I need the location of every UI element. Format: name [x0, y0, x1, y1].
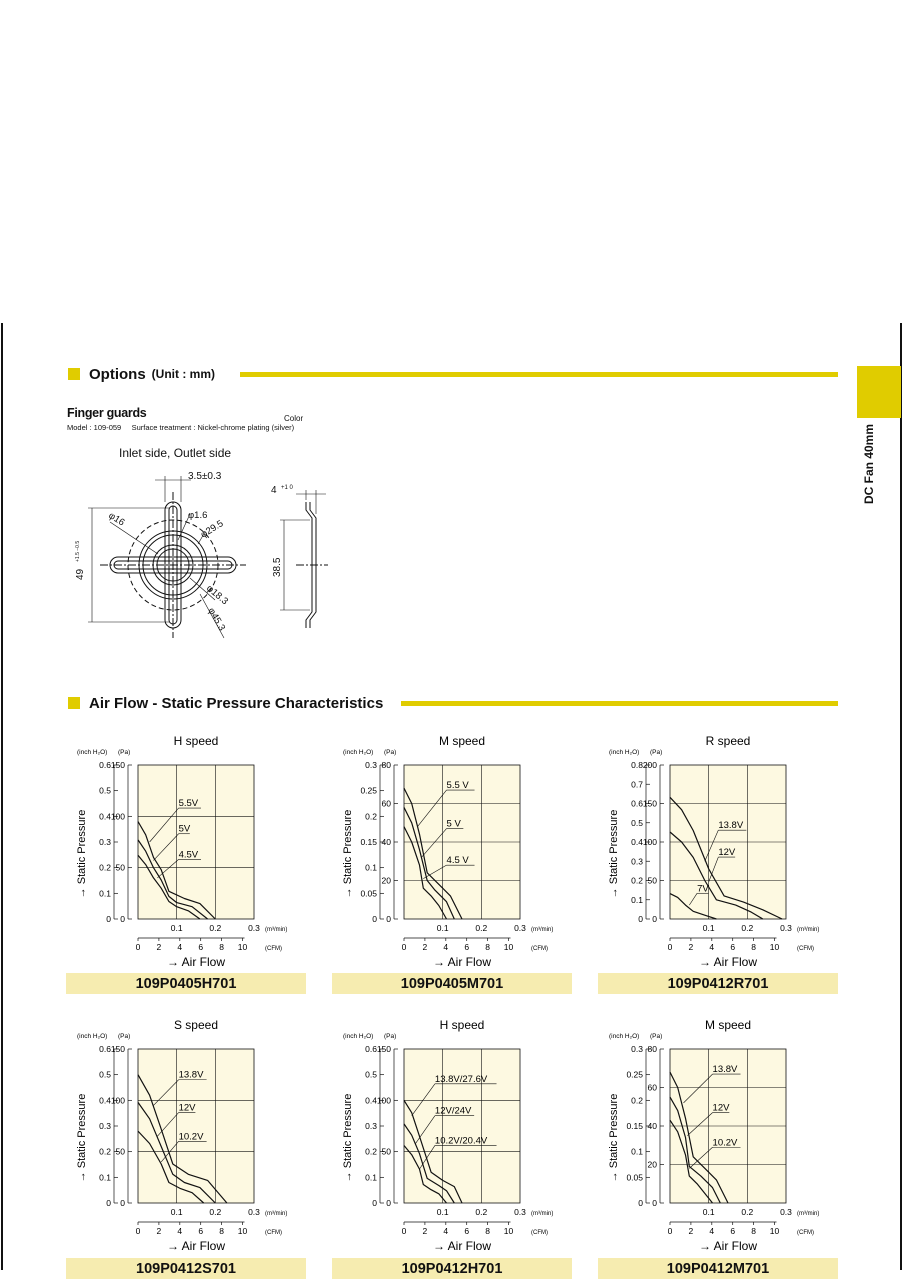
- model-label-405m: 109P0405M701: [332, 973, 572, 994]
- cfm-unit-label: (CFM): [531, 946, 548, 952]
- cfm-tick-label: 8: [751, 1226, 756, 1236]
- cfm-tick-label: 10: [769, 1226, 780, 1236]
- pa-tick-label: 100: [376, 1095, 391, 1106]
- dim-depth: 4: [271, 485, 277, 496]
- chart-r-speed-412: [598, 734, 838, 969]
- inch-tick-label: 0.4: [99, 1095, 111, 1106]
- inch-unit-label: (inch H₂O): [77, 1033, 108, 1040]
- x-tick-label: 0.2: [209, 1207, 222, 1217]
- x-tick-label: 0.1: [436, 923, 449, 933]
- airflow-title: Air Flow - Static Pressure Characteristics: [89, 694, 384, 712]
- inch-tick-label: 0.2: [365, 1146, 377, 1157]
- inch-tick-label: 0.4: [631, 837, 643, 847]
- side-tab: [857, 366, 901, 418]
- pa-tick-label: 20: [381, 875, 391, 886]
- x-axis-label: → Air Flow: [432, 955, 492, 969]
- m3-unit-label: (m³/min): [531, 1211, 554, 1217]
- pa-unit-label: (Pa): [384, 1033, 397, 1040]
- model-label-412s: 109P0412S701: [66, 1258, 306, 1279]
- x-tick-label: 0.1: [702, 1207, 715, 1217]
- guard-front-view: [88, 476, 246, 638]
- dim-h49: 49: [75, 568, 86, 580]
- options-title: Options: [89, 365, 146, 383]
- cfm-tick-label: 10: [769, 942, 780, 952]
- square-bullet-icon: [68, 368, 80, 380]
- inch-unit-label: (inch H₂O): [343, 1033, 374, 1040]
- cfm-tick-label: 4: [709, 1226, 715, 1236]
- guard-side-view: [280, 490, 328, 628]
- series-label: 13.8V/27.6V: [434, 1073, 488, 1085]
- inch-tick-label: 0: [372, 1198, 377, 1208]
- inch-unit-label: (inch H₂O): [343, 749, 374, 756]
- x-tick-label: 0.2: [475, 1207, 488, 1217]
- x-tick-label: 0.1: [170, 1207, 183, 1217]
- pa-tick-label: 0: [652, 914, 657, 924]
- x-tick-label: 0.3: [514, 1207, 526, 1217]
- series-label: 13.8V: [712, 1064, 738, 1076]
- pa-tick-label: 150: [110, 760, 125, 770]
- dim-d1-6: φ1.6: [188, 510, 208, 521]
- y-axis-label: → Static Pressure: [342, 809, 354, 899]
- options-header: [68, 365, 215, 383]
- pa-tick-label: 100: [110, 811, 125, 822]
- cfm-tick-label: 6: [198, 1226, 204, 1236]
- series-label: 10.2V: [712, 1137, 738, 1149]
- series-label: 12V: [718, 847, 736, 859]
- cfm-tick-label: 6: [464, 1226, 470, 1236]
- pa-unit-label: (Pa): [118, 1033, 131, 1040]
- x-axis-label: → Air Flow: [698, 1239, 758, 1253]
- pa-tick-label: 200: [642, 760, 657, 770]
- square-bullet-icon: [68, 697, 80, 709]
- cfm-tick-label: 4: [443, 1226, 449, 1236]
- chart-title: M speed: [438, 734, 486, 748]
- dim-width-tol: 3.5±0.3: [188, 471, 222, 482]
- pa-tick-label: 50: [647, 875, 657, 886]
- x-axis-label: → Air Flow: [166, 1239, 226, 1253]
- cfm-tick-label: 2: [156, 1226, 162, 1236]
- series-label: 10.2V: [178, 1131, 204, 1143]
- chart-title: S speed: [173, 1018, 219, 1032]
- cfm-unit-label: (CFM): [265, 1230, 282, 1236]
- cfm-tick-label: 2: [688, 1226, 694, 1236]
- cfm-unit-label: (CFM): [797, 946, 814, 952]
- side-tab-label: DC Fan 40mm: [862, 424, 876, 505]
- series-label: 5 V: [446, 818, 461, 830]
- dim-d29-5: φ29.5: [198, 518, 226, 541]
- inch-tick-label: 0.2: [99, 862, 111, 873]
- finger-guard-drawing: [70, 462, 340, 657]
- series-label: 12V: [178, 1102, 196, 1114]
- cfm-tick-label: 4: [177, 1226, 183, 1236]
- inch-unit-label: (inch H₂O): [77, 749, 108, 756]
- inch-tick-label: 0.1: [365, 1172, 377, 1183]
- inch-tick-label: 0.6: [365, 1044, 377, 1054]
- x-axis-label: → Air Flow: [698, 955, 758, 969]
- chart-title: H speed: [173, 734, 219, 748]
- dim-d16: φ16: [106, 510, 127, 529]
- series-label: 5.5V: [178, 798, 199, 810]
- finger-guards-subtitle: Inlet side, Outlet side: [119, 446, 232, 460]
- inch-tick-label: 0.1: [631, 894, 643, 905]
- y-axis-label: → Static Pressure: [76, 1093, 88, 1183]
- inch-tick-label: 0.1: [631, 1146, 643, 1157]
- pa-tick-label: 40: [381, 837, 391, 847]
- color-label: Color: [284, 414, 304, 423]
- x-tick-label: 0.3: [514, 923, 526, 933]
- inch-tick-label: 0.1: [99, 888, 111, 899]
- model-label: Model : 109-059: [67, 423, 122, 432]
- series-label: 13.8V: [718, 820, 744, 832]
- cfm-tick-label: 10: [503, 1226, 514, 1236]
- series-label: 13.8V: [178, 1069, 204, 1081]
- cfm-tick-label: 4: [177, 942, 183, 952]
- pa-tick-label: 20: [647, 1159, 657, 1170]
- inch-tick-label: 0.05: [360, 888, 377, 899]
- airflow-header: [68, 694, 383, 712]
- inch-tick-label: 0.4: [365, 1095, 377, 1106]
- inch-tick-label: 0.3: [631, 856, 643, 867]
- cfm-tick-label: 8: [751, 942, 756, 952]
- pa-tick-label: 0: [120, 1198, 125, 1208]
- inch-tick-label: 0.5: [99, 1069, 111, 1080]
- inch-tick-label: 0.2: [365, 811, 377, 822]
- inch-tick-label: 0.3: [365, 1121, 377, 1131]
- inch-tick-label: 0: [106, 914, 111, 924]
- x-tick-label: 0.2: [475, 923, 488, 933]
- pa-tick-label: 60: [647, 1082, 657, 1093]
- cfm-tick-label: 8: [219, 942, 224, 952]
- y-axis-label: → Static Pressure: [342, 1093, 354, 1183]
- pa-tick-label: 150: [110, 1044, 125, 1054]
- cfm-tick-label: 0: [135, 942, 141, 952]
- x-tick-label: 0.1: [702, 923, 715, 933]
- cfm-tick-label: 4: [709, 942, 715, 952]
- cfm-tick-label: 6: [730, 1226, 736, 1236]
- inch-tick-label: 0.1: [365, 862, 377, 873]
- pa-tick-label: 40: [647, 1121, 657, 1131]
- cfm-tick-label: 6: [464, 942, 470, 952]
- dim-h38-5: 38.5: [272, 557, 283, 577]
- inch-tick-label: 0.1: [99, 1172, 111, 1183]
- m3-unit-label: (m³/min): [265, 1211, 288, 1217]
- dim-depth-tol: +1 0: [281, 485, 293, 491]
- pa-tick-label: 100: [642, 837, 657, 847]
- inch-tick-label: 0.5: [99, 785, 111, 796]
- chart-title: H speed: [439, 1018, 485, 1032]
- inch-tick-label: 0.6: [631, 798, 643, 809]
- cfm-tick-label: 8: [219, 1226, 224, 1236]
- cfm-tick-label: 6: [730, 942, 736, 952]
- inch-tick-label: 0.6: [99, 760, 111, 770]
- cfm-tick-label: 2: [688, 942, 694, 952]
- x-tick-label: 0.3: [248, 923, 260, 933]
- cfm-tick-label: 10: [503, 942, 514, 952]
- x-tick-label: 0.1: [170, 923, 183, 933]
- series-label: 7V: [697, 883, 709, 895]
- inch-tick-label: 0.4: [99, 811, 111, 822]
- m3-unit-label: (m³/min): [797, 1211, 820, 1217]
- inch-tick-label: 0.15: [360, 837, 377, 847]
- m3-unit-label: (m³/min): [265, 927, 288, 933]
- cfm-tick-label: 0: [401, 942, 407, 952]
- series-label: 4.5V: [178, 849, 199, 861]
- dim-d45-3: φ45.3: [205, 606, 228, 633]
- pa-unit-label: (Pa): [384, 749, 397, 756]
- pa-tick-label: 50: [381, 1146, 391, 1157]
- m3-unit-label: (m³/min): [531, 927, 554, 933]
- inch-tick-label: 0.5: [365, 1069, 377, 1080]
- x-axis-label: → Air Flow: [166, 955, 226, 969]
- x-tick-label: 0.3: [780, 923, 792, 933]
- chart-m-speed-412: [598, 1018, 838, 1253]
- inch-tick-label: 0.2: [631, 875, 643, 886]
- model-label-412r: 109P0412R701: [598, 973, 838, 994]
- x-tick-label: 0.2: [741, 923, 754, 933]
- series-label: 5.5 V: [446, 780, 469, 792]
- inch-tick-label: 0.2: [631, 1095, 643, 1106]
- pa-tick-label: 50: [115, 1146, 125, 1157]
- inch-unit-label: (inch H₂O): [609, 1033, 640, 1040]
- cfm-unit-label: (CFM): [265, 946, 282, 952]
- inch-tick-label: 0.3: [99, 1121, 111, 1131]
- inch-tick-label: 0.15: [626, 1121, 643, 1131]
- dim-d18-3: φ18.3: [204, 582, 231, 608]
- finger-guards-spec: [67, 423, 294, 432]
- x-tick-label: 0.3: [248, 1207, 260, 1217]
- pa-tick-label: 0: [386, 914, 391, 924]
- pa-tick-label: 150: [376, 1044, 391, 1054]
- model-label-412m: 109P0412M701: [598, 1258, 838, 1279]
- x-tick-label: 0.2: [209, 923, 222, 933]
- chart-title: M speed: [704, 1018, 752, 1032]
- x-tick-label: 0.2: [741, 1207, 754, 1217]
- plot-area: [138, 765, 254, 919]
- y-axis-label: → Static Pressure: [76, 809, 88, 899]
- pa-tick-label: 80: [647, 1044, 657, 1054]
- dim-h49-tol: +1.5 −0.5: [75, 540, 81, 562]
- cfm-tick-label: 6: [198, 942, 204, 952]
- inch-tick-label: 0.2: [99, 1146, 111, 1157]
- pa-tick-label: 100: [110, 1095, 125, 1106]
- finger-guards-title: Finger guards: [67, 406, 147, 420]
- pa-unit-label: (Pa): [650, 749, 663, 756]
- chart-m-speed-405: [332, 734, 572, 969]
- options-rule: [240, 372, 838, 377]
- chart-h-speed-405: [66, 734, 306, 969]
- cfm-tick-label: 10: [237, 942, 248, 952]
- cfm-unit-label: (CFM): [797, 1230, 814, 1236]
- pa-tick-label: 150: [642, 798, 657, 809]
- inch-tick-label: 0.5: [631, 817, 643, 828]
- right-border: [900, 323, 902, 1270]
- pa-tick-label: 50: [115, 862, 125, 873]
- inch-tick-label: 0.3: [631, 1044, 643, 1054]
- cfm-tick-label: 0: [401, 1226, 407, 1236]
- x-tick-label: 0.1: [436, 1207, 449, 1217]
- model-label-405h: 109P0405H701: [66, 973, 306, 994]
- pa-tick-label: 0: [120, 914, 125, 924]
- cfm-tick-label: 2: [156, 942, 162, 952]
- series-label: 5V: [178, 823, 191, 835]
- cfm-tick-label: 10: [237, 1226, 248, 1236]
- cfm-tick-label: 0: [667, 1226, 673, 1236]
- m3-unit-label: (m³/min): [797, 927, 820, 933]
- airflow-rule: [401, 701, 838, 706]
- inch-tick-label: 0: [638, 1198, 643, 1208]
- inch-tick-label: 0.05: [626, 1172, 643, 1183]
- inch-tick-label: 0.8: [631, 760, 643, 770]
- plot-area: [404, 1049, 520, 1203]
- cfm-tick-label: 8: [485, 942, 490, 952]
- cfm-tick-label: 2: [422, 942, 428, 952]
- inch-tick-label: 0: [638, 914, 643, 924]
- cfm-tick-label: 0: [667, 942, 673, 952]
- pa-tick-label: 0: [386, 1198, 391, 1208]
- inch-tick-label: 0.6: [99, 1044, 111, 1054]
- chart-s-speed-412: [66, 1018, 306, 1253]
- pa-tick-label: 80: [381, 760, 391, 770]
- inch-tick-label: 0.3: [99, 837, 111, 847]
- x-axis-label: → Air Flow: [432, 1239, 492, 1253]
- cfm-unit-label: (CFM): [531, 1230, 548, 1236]
- inch-unit-label: (inch H₂O): [609, 749, 640, 756]
- inch-tick-label: 0: [372, 914, 377, 924]
- inch-tick-label: 0.25: [626, 1069, 643, 1080]
- cfm-tick-label: 0: [135, 1226, 141, 1236]
- pa-unit-label: (Pa): [118, 749, 131, 756]
- y-axis-label: → Static Pressure: [608, 809, 620, 899]
- chart-title: R speed: [705, 734, 751, 748]
- x-tick-label: 0.3: [780, 1207, 792, 1217]
- y-axis-label: → Static Pressure: [608, 1093, 620, 1183]
- inch-tick-label: 0.25: [360, 785, 377, 796]
- options-unit: (Unit : mm): [151, 367, 215, 381]
- series-label: 12V/24V: [434, 1105, 472, 1117]
- cfm-tick-label: 2: [422, 1226, 428, 1236]
- inch-tick-label: 0.7: [631, 779, 643, 790]
- surface-label: Surface treatment : Nickel-chrome plating (silver): [131, 423, 295, 432]
- pa-unit-label: (Pa): [650, 1033, 663, 1040]
- cfm-tick-label: 4: [443, 942, 449, 952]
- chart-h-speed-412: [332, 1018, 572, 1253]
- pa-tick-label: 60: [381, 798, 391, 809]
- inch-tick-label: 0: [106, 1198, 111, 1208]
- pa-tick-label: 0: [652, 1198, 657, 1208]
- cfm-tick-label: 8: [485, 1226, 490, 1236]
- series-label: 4.5 V: [446, 855, 469, 867]
- left-border: [1, 323, 3, 1270]
- series-label: 10.2V/20.4V: [434, 1135, 488, 1147]
- inch-tick-label: 0.3: [365, 760, 377, 770]
- model-label-412h: 109P0412H701: [332, 1258, 572, 1279]
- series-label: 12V: [712, 1102, 730, 1114]
